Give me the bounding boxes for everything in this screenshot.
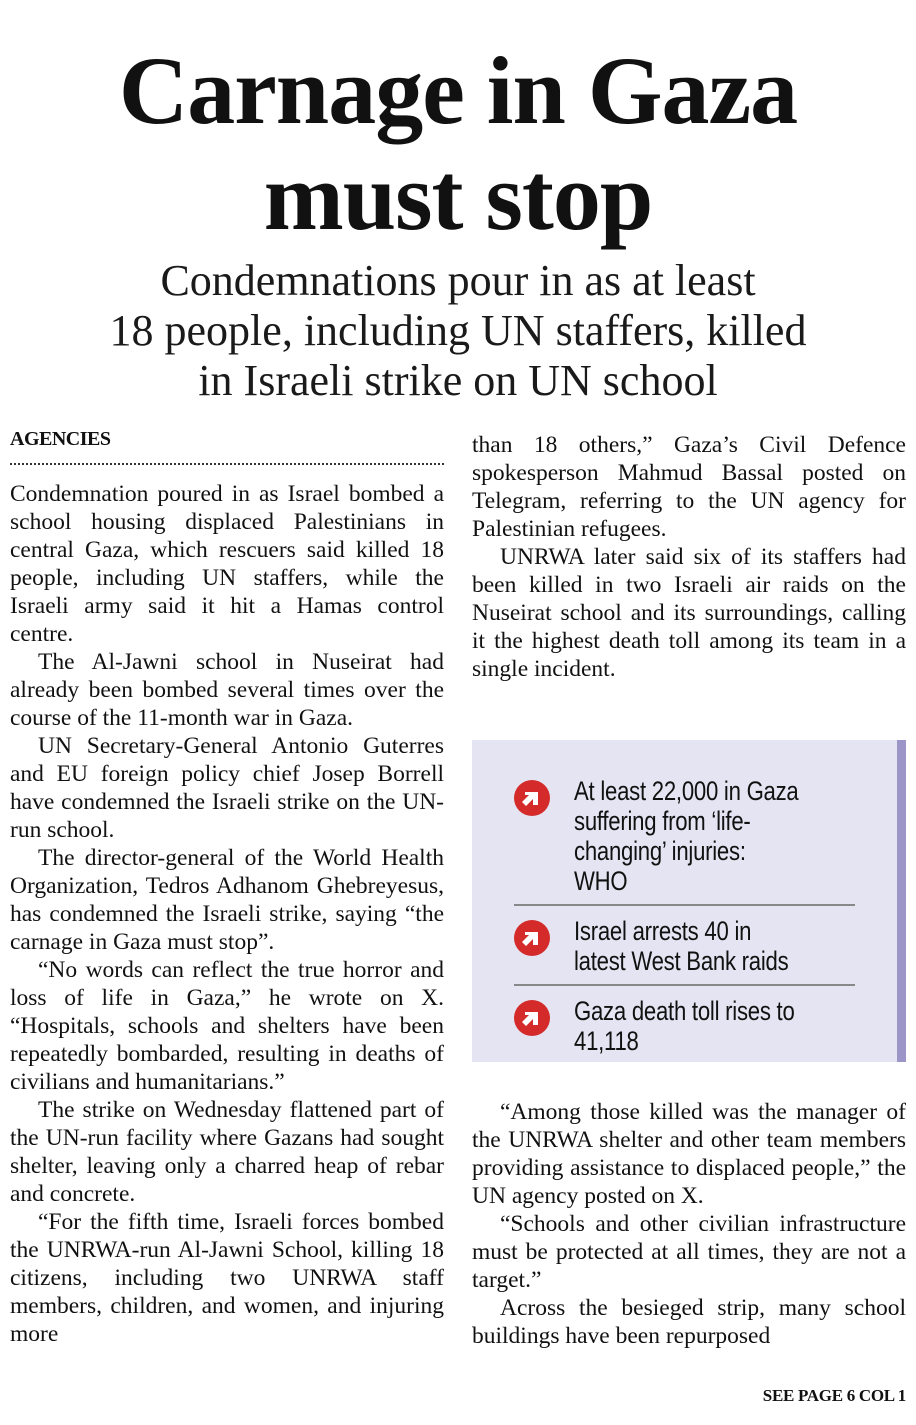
red-arrow-icon xyxy=(514,920,550,956)
paragraph: The director-general of the World Health Organization, Tedros Adhanom Ghebreyesus, has condemned the Israeli strike, saying “the carnage in Gaza must stop”. xyxy=(10,845,444,955)
paragraph: The Al-Jawni school in Nuseirat had already been bombed several times over the course of the 11-month war in Gaza. xyxy=(10,649,444,731)
dotted-divider xyxy=(10,463,444,465)
paragraph: Condemnation poured in as Israel bombed a school housing displaced Palestinians in central Gaza, which rescuers said killed 18 people, including UN staffers, while the Israeli army said it hit a Hamas control centre. xyxy=(10,481,444,647)
subhead-line-2: 18 people, including UN staffers, killed xyxy=(109,306,807,355)
headline-line-1: Carnage in Gaza xyxy=(118,37,798,144)
paragraph: “For the fifth time, Israeli forces bombed the UNRWA-run Al-Jawni School, killing 18 citizens, including two UNRWA staff members, children, and women, and injuring more xyxy=(10,1209,444,1347)
subhead-line-1: Condemnations pour in as at least xyxy=(160,256,756,305)
paragraph: “Among those killed was the manager of the UNRWA shelter and other team members providing assistance to displaced people,” the UN agency posted on X. xyxy=(472,1099,906,1209)
related-story[interactable] xyxy=(514,904,855,984)
related-story[interactable] xyxy=(514,772,855,904)
paragraph: Across the besieged strip, many school buildings have been repurposed xyxy=(472,1295,906,1349)
paragraph: UNRWA later said six of its staffers had been killed in two Israeli air raids on the Nuseirat school and its surroundings, calling it the highest death toll among its team in a single incident. xyxy=(472,544,906,682)
article-left-column xyxy=(10,480,444,1348)
continuation-jump[interactable]: SEE PAGE 6 COL 1 xyxy=(762,1386,906,1405)
subheadline xyxy=(0,256,916,406)
byline: AGENCIES xyxy=(10,428,111,450)
paragraph: “No words can reflect the true horror and loss of life in Gaza,” he wrote on X. “Hospitals, schools and shelters have been repeatedly bombarded, resulting in deaths of civilians and humanitarians.” xyxy=(10,957,444,1095)
related-story[interactable] xyxy=(514,984,855,1064)
related-stories-box xyxy=(472,740,906,1062)
article-right-column-bottom xyxy=(472,1098,906,1350)
related-story-text: Gaza death toll rises to 41,118 xyxy=(574,996,795,1056)
headline-line-2: must stop xyxy=(263,143,653,250)
related-story-text: Israel arrests 40 in latest West Bank raids xyxy=(574,916,789,976)
subhead-line-3: in Israeli strike on UN school xyxy=(198,356,718,405)
paragraph: “Schools and other civilian infrastructure must be protected at all times, they are not a target.” xyxy=(472,1211,906,1293)
paragraph: The strike on Wednesday flattened part of the UN-run facility where Gazans had sought shelter, leaving only a charred heap of rebar and concrete. xyxy=(10,1097,444,1207)
article-right-column-top xyxy=(472,431,906,683)
paragraph: than 18 others,” Gaza’s Civil Defence spokesperson Mahmud Bassal posted on Telegram, referring to the UN agency for Palestinian refugees. xyxy=(472,432,906,542)
paragraph: UN Secretary-General Antonio Guterres and EU foreign policy chief Josep Borrell have condemned the Israeli strike on the UN-run school. xyxy=(10,733,444,843)
red-arrow-icon xyxy=(514,780,550,816)
red-arrow-icon xyxy=(514,1000,550,1036)
related-story-text: At least 22,000 in Gaza suffering from ‘life-changing’ injuries: WHO xyxy=(574,776,799,896)
headline xyxy=(0,38,916,250)
